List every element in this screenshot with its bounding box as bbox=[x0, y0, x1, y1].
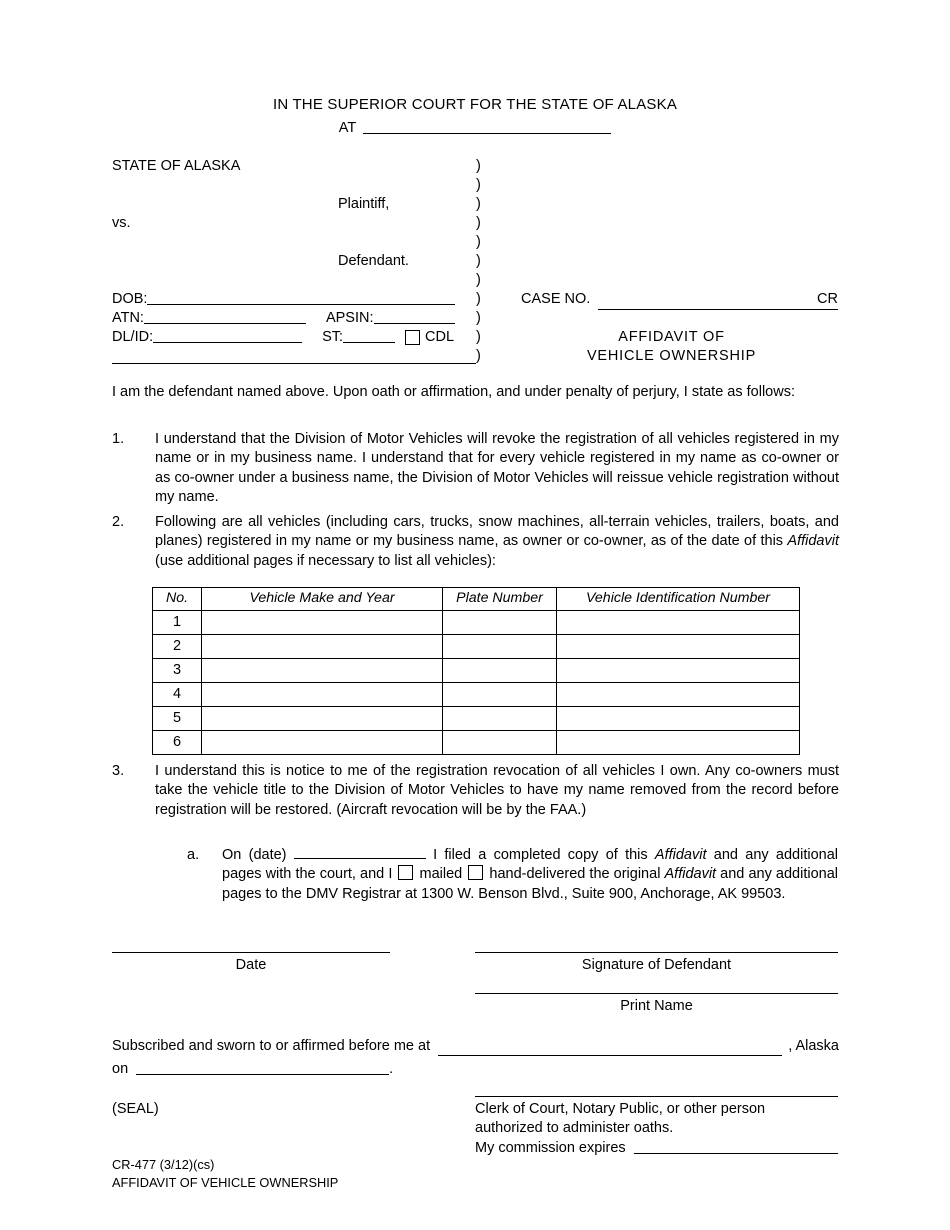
vin-cell[interactable] bbox=[557, 659, 800, 683]
item-2-text-post: (use additional pages if necessary to list all vehicles): bbox=[155, 552, 496, 569]
state-field[interactable] bbox=[343, 342, 395, 343]
date-signed-field[interactable] bbox=[112, 938, 390, 953]
item-a-on-date: On (date) bbox=[222, 847, 287, 863]
row-number: 6 bbox=[153, 731, 202, 755]
item-a-filed-text: I filed a completed copy of this bbox=[425, 847, 655, 863]
item-2 bbox=[112, 513, 839, 571]
dlid-label: DL/ID: bbox=[112, 329, 154, 345]
commission-label: My commission expires bbox=[475, 1140, 626, 1156]
item-2-text-pre: Following are all vehicles (including cars, trucks, snow machines, all-terrain vehicles, trailers, boats, and planes) registered in my name or my business name, as owner or co-owner, as of the date of this bbox=[155, 514, 839, 550]
form-footer bbox=[112, 1156, 338, 1192]
caption-paren: ) bbox=[476, 310, 481, 326]
caption-paren: ) bbox=[476, 158, 481, 174]
hand-delivered-label: hand-delivered the original bbox=[485, 866, 665, 883]
caption-paren: ) bbox=[476, 272, 481, 288]
clerk-line2: authorized to administer oaths. bbox=[475, 1120, 674, 1137]
apsin-label: APSIN: bbox=[325, 310, 374, 326]
court-location-field[interactable] bbox=[363, 133, 611, 134]
item-a-label: a. bbox=[187, 847, 200, 863]
caption-paren: ) bbox=[476, 177, 481, 193]
make-year-cell[interactable] bbox=[202, 659, 443, 683]
item-2-text bbox=[155, 513, 839, 571]
signature-of-defendant-label: Signature of Defendant bbox=[581, 957, 732, 973]
alaska-suffix: , Alaska bbox=[788, 1038, 839, 1054]
vehicle-table-header-row bbox=[153, 588, 800, 611]
form-title-line2: VEHICLE OWNERSHIP bbox=[586, 348, 757, 364]
dlid-field[interactable] bbox=[153, 342, 302, 343]
col-header-no: No. bbox=[153, 588, 202, 611]
caption-paren: ) bbox=[476, 196, 481, 212]
vin-cell[interactable] bbox=[557, 611, 800, 635]
mailed-checkbox[interactable] bbox=[398, 865, 413, 880]
item-3-number: 3. bbox=[112, 763, 125, 779]
caption-paren-column bbox=[476, 157, 505, 366]
on-label: on bbox=[112, 1061, 129, 1077]
form-name: AFFIDAVIT OF VEHICLE OWNERSHIP bbox=[112, 1175, 339, 1190]
defendant-label: Defendant. bbox=[338, 253, 409, 269]
case-no-label: CASE NO. bbox=[521, 291, 591, 307]
affidavit-italic: Affidavit bbox=[664, 866, 717, 883]
row-number: 1 bbox=[153, 611, 202, 635]
item-3-text: I understand this is notice to me of the registration revocation of all vehicles I own. Any co-owners must take the vehicle title to the Division of Motor Vehicles to have my name removed from the record before registration will be restored. (Aircraft revocation will be by the FAA.) bbox=[155, 763, 839, 818]
item-3 bbox=[112, 762, 839, 820]
caption-paren: ) bbox=[476, 253, 481, 269]
state-of-alaska-label: STATE OF ALASKA bbox=[112, 158, 241, 174]
court-title: IN THE SUPERIOR COURT FOR THE STATE OF ALASKA bbox=[272, 96, 678, 113]
caption-left-column bbox=[112, 157, 476, 366]
item-1 bbox=[112, 430, 839, 507]
plate-cell[interactable] bbox=[443, 635, 557, 659]
plate-cell[interactable] bbox=[443, 683, 557, 707]
item-2-number: 2. bbox=[112, 514, 125, 530]
atn-field[interactable] bbox=[144, 323, 306, 324]
affidavit-italic: Affidavit bbox=[787, 533, 839, 550]
vin-cell[interactable] bbox=[557, 635, 800, 659]
dob-field[interactable] bbox=[147, 304, 455, 305]
notary-date-field[interactable] bbox=[136, 1074, 389, 1075]
table-row bbox=[153, 683, 800, 707]
plate-cell[interactable] bbox=[443, 611, 557, 635]
row-number: 2 bbox=[153, 635, 202, 659]
on-date-line bbox=[112, 1060, 839, 1079]
st-label: ST: bbox=[322, 329, 344, 345]
make-year-cell[interactable] bbox=[202, 611, 443, 635]
row-number: 3 bbox=[153, 659, 202, 683]
row-number: 5 bbox=[153, 707, 202, 731]
caption-paren: ) bbox=[476, 348, 481, 364]
plate-cell[interactable] bbox=[443, 707, 557, 731]
vs-label: vs. bbox=[112, 215, 131, 231]
cdl-label: CDL bbox=[425, 329, 455, 345]
make-year-cell[interactable] bbox=[202, 635, 443, 659]
col-header-make-year: Vehicle Make and Year bbox=[202, 588, 443, 611]
item-1-text: I understand that the Division of Motor Vehicles will revoke the registration of all vehicles registered in my name or in my business name. I understand that for every vehicle registered in my name as co-owner or as co-owner under a business name, the Division of Motor Vehicles will reissue vehicle registration without my name. bbox=[155, 431, 839, 505]
make-year-cell[interactable] bbox=[202, 707, 443, 731]
vin-cell[interactable] bbox=[557, 707, 800, 731]
plate-cell[interactable] bbox=[443, 731, 557, 755]
commission-line bbox=[475, 1139, 838, 1158]
mailed-label: mailed bbox=[415, 866, 467, 883]
table-row bbox=[153, 731, 800, 755]
form-title-line1: AFFIDAVIT OF bbox=[618, 329, 725, 345]
commission-expiry-field[interactable] bbox=[634, 1153, 838, 1154]
table-row bbox=[153, 659, 800, 683]
hand-delivered-checkbox[interactable] bbox=[468, 865, 483, 880]
clerk-text-block bbox=[475, 1100, 850, 1139]
table-row bbox=[153, 611, 800, 635]
row-number: 4 bbox=[153, 683, 202, 707]
print-name-field[interactable] bbox=[475, 979, 838, 994]
table-row bbox=[153, 707, 800, 731]
case-number-field[interactable] bbox=[598, 290, 838, 310]
notary-location-field[interactable] bbox=[438, 1055, 782, 1056]
intro-paragraph: I am the defendant named above. Upon oath or affirmation, and under penalty of perjury, I state as follows: bbox=[112, 384, 795, 400]
cdl-checkbox[interactable] bbox=[405, 330, 420, 345]
caption-paren: ) bbox=[476, 291, 481, 307]
on-period: . bbox=[389, 1061, 394, 1077]
vin-cell[interactable] bbox=[557, 731, 800, 755]
make-year-cell[interactable] bbox=[202, 731, 443, 755]
form-number: CR-477 (3/12)(cs) bbox=[112, 1157, 215, 1172]
date-label: Date bbox=[235, 957, 267, 973]
col-header-vin: Vehicle Identification Number bbox=[557, 588, 800, 611]
subscribed-text: Subscribed and sworn to or affirmed before me at bbox=[112, 1038, 431, 1054]
item-1-number: 1. bbox=[112, 431, 125, 447]
item-a bbox=[187, 846, 838, 904]
court-location-line bbox=[0, 118, 950, 138]
item-a-end-text: and any additional pages to the DMV Registrar at 1300 W. Benson Blvd., Suite 900, Anchorage, AK 99503. bbox=[222, 866, 838, 902]
case-caption bbox=[112, 157, 838, 366]
clerk-signature-field[interactable] bbox=[475, 1082, 838, 1097]
item-a-and-text: and any additional pages with the court, and I bbox=[222, 847, 839, 883]
seal-label: (SEAL) bbox=[112, 1101, 159, 1117]
table-row bbox=[153, 635, 800, 659]
caption-right-column bbox=[505, 157, 838, 366]
vin-cell[interactable] bbox=[557, 683, 800, 707]
plaintiff-label: Plaintiff, bbox=[338, 196, 390, 212]
caption-paren: ) bbox=[476, 329, 481, 345]
atn-label: ATN: bbox=[112, 310, 144, 326]
filing-date-field[interactable] bbox=[294, 846, 426, 859]
defendant-signature-field[interactable] bbox=[475, 938, 838, 953]
plate-cell[interactable] bbox=[443, 659, 557, 683]
col-header-plate: Plate Number bbox=[443, 588, 557, 611]
item-a-text bbox=[222, 846, 838, 904]
caption-paren: ) bbox=[476, 215, 481, 231]
print-name-label: Print Name bbox=[620, 998, 693, 1014]
at-label: AT bbox=[338, 120, 357, 136]
clerk-line1: Clerk of Court, Notary Public, or other person bbox=[475, 1101, 766, 1117]
dob-label: DOB: bbox=[112, 291, 148, 307]
case-cr-suffix: CR bbox=[817, 291, 838, 307]
affidavit-italic: Affidavit bbox=[654, 847, 707, 863]
subscribed-line bbox=[112, 1037, 839, 1056]
make-year-cell[interactable] bbox=[202, 683, 443, 707]
vehicle-table bbox=[152, 587, 800, 755]
caption-paren: ) bbox=[476, 234, 481, 250]
apsin-field[interactable] bbox=[374, 323, 456, 324]
caption-extra-field[interactable] bbox=[112, 348, 476, 364]
